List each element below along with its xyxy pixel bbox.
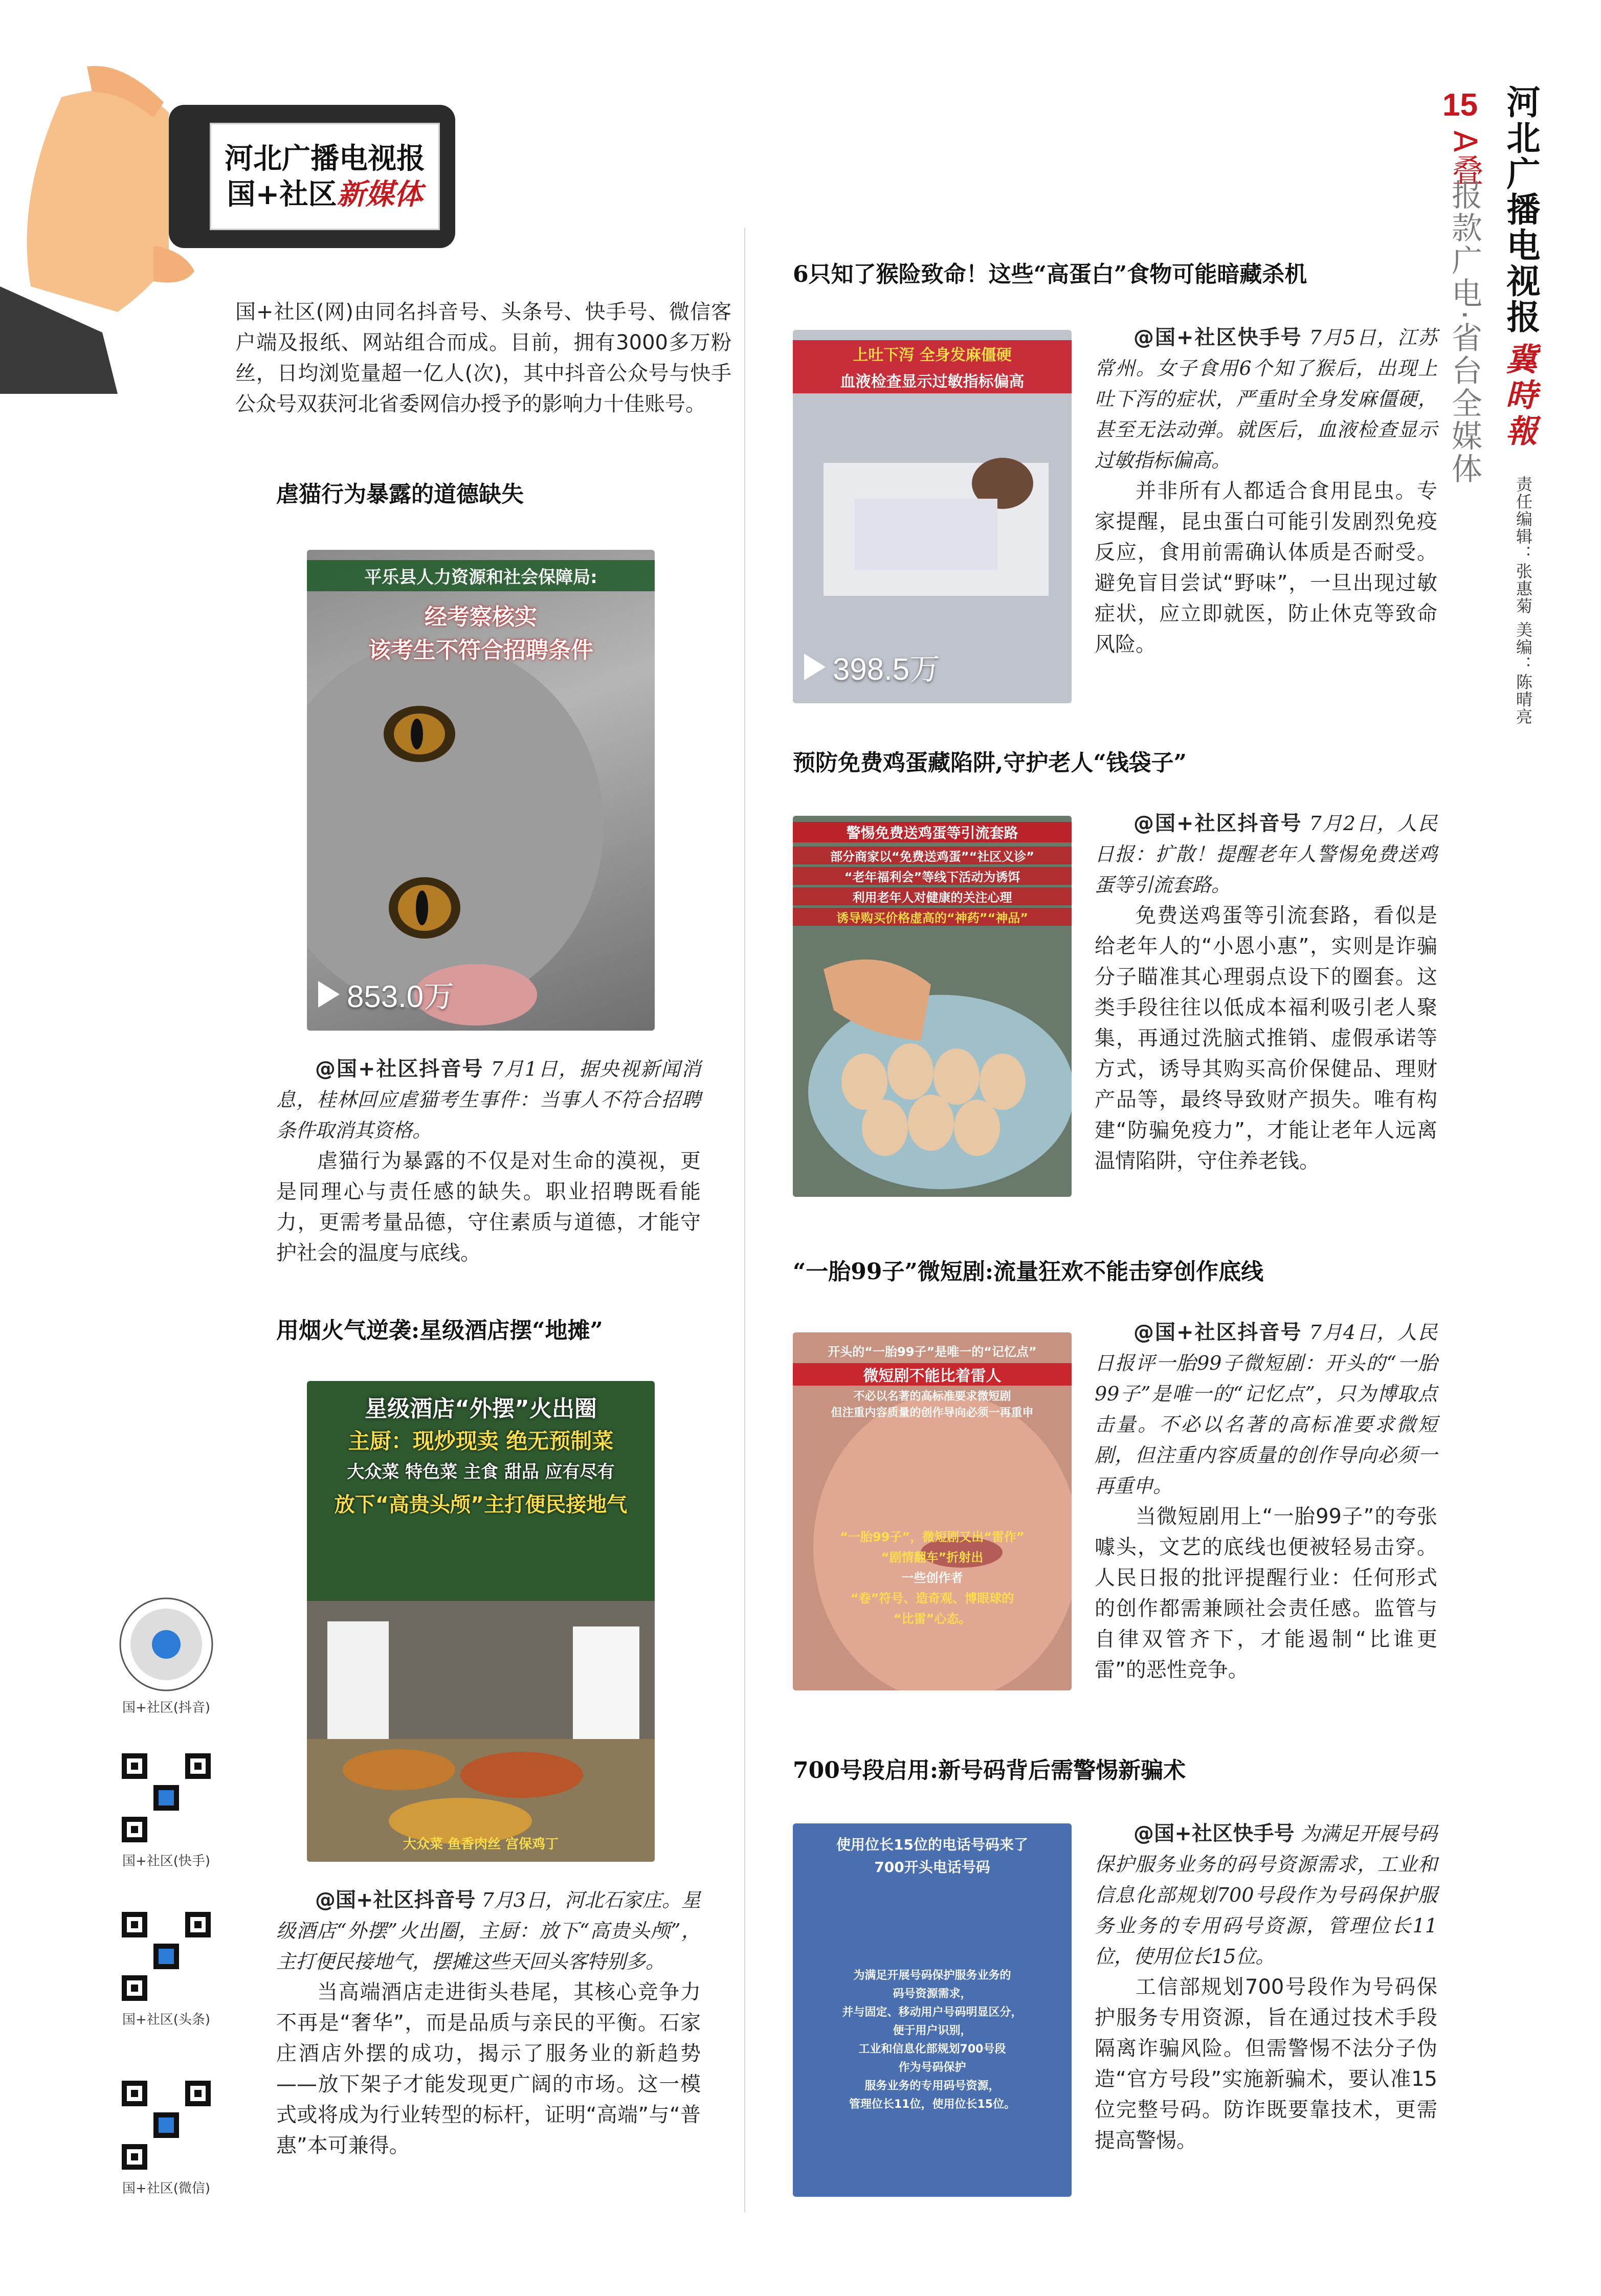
article-1-headline: 虐猫行为暴露的道德缺失 [276,481,524,507]
paper-name: 河北广播电视报 [1501,84,1540,335]
article-4-headline: 预防免费鸡蛋藏陷阱,守护老人“钱袋子” [793,750,1187,776]
phone-sub-brand: 新媒体 [337,177,423,211]
thumb-overlay-line: 血液检查显示过敏指标偏高 [793,367,1072,393]
thumb-overlay-line: 该考生不符合招聘条件 [368,637,593,663]
thumb-overlay-line: 主厨：现炒现卖 绝无预制菜 [348,1429,614,1454]
phone-sub-prefix: 国+社区 [227,177,337,211]
article-3-body: 并非所有人都适合食用昆虫。专家提醒，昆虫蛋白可能引发剧烈免疫反应，食用前需确认体质是否耐受。避免盲目尝试“野味”，一旦出现过敏症状，应立即就医，防止休克等致命风险。 [1095,479,1437,656]
thumb-overlay-line: 上吐下泻 全身发麻僵硬 [793,340,1072,367]
thumb-caption: 大众菜 鱼香肉丝 宫保鸡丁 [403,1837,559,1852]
article-5-text [1095,1317,1437,1685]
article-1-body: 虐猫行为暴露的不仅是对生命的漠视，更是同理心与责任感的缺失。职业招聘既看能力，更需考量品德，守住素质与道德，才能守护社会的温度与底线。 [276,1149,701,1265]
source-account: @国+社区快手号 [1133,326,1302,349]
article-4-text [1095,808,1437,1176]
source-account: @国+社区抖音号 [315,1888,476,1912]
phone-subtitle [227,176,423,212]
lead-text: 7月5日，江苏常州。女子食用6个知了猴后，出现上吐下泻的症状，严重时全身发麻僵硬，甚至无法动弹。就医后，血液检查显示过敏指标偏高。 [1095,326,1438,472]
article-3-video-thumbnail[interactable] [793,330,1072,703]
article-2-video-thumbnail[interactable] [307,1381,655,1862]
article-2-lead [276,1885,701,1977]
baby-face-image [793,1332,1072,1690]
article-3-headline: 6只知了猴险致命！这些“高蛋白”食物可能暗藏杀机 [793,261,1307,287]
thumb-overlay-line: 一些创作者 [901,1571,963,1585]
view-count-value: 853.0万 [347,979,455,1014]
article-5-body: 当微短剧用上“一胎99子”的夸张噱头，文艺的底线也便被轻易击穿。人民日报的批评提醒行业：任何形式的创作都需兼顾社会责任感。监管与自律双管齐下，才能遏制“比谁更雷”的恶性竞争。 [1095,1505,1437,1682]
phone-title: 河北广播电视报 [225,142,425,175]
thumb-overlay-line: 大众菜 特色菜 主食 甜品 应有尽有 [347,1462,615,1482]
source-account: @国+社区抖音号 [1133,1321,1302,1344]
article-4-body: 免费送鸡蛋等引流套路，看似是给老年人的“小恩小惠”，实则是诈骗分子瞄准其心理弱点设下的圈套。这类手段往往以低成本福利吸引老人聚集，再通过洗脑式推销、虚假承诺等方式，诱导其购买高价保健品、理财产品等，最终导致财产损失。唯有构建“防骗免疫力”，才能让老年人远离温情陷阱，守住养老钱。 [1095,904,1437,1173]
view-count-value: 398.5万 [833,652,941,686]
source-account: @国+社区快手号 [1133,1822,1295,1845]
column-divider [744,228,745,2212]
article-4-lead [1095,808,1437,900]
thumb-overlay-line: 平乐县人力资源和社会保障局: [307,560,655,591]
thumb-overlay-line: 开头的“一胎99子”是唯一的“记忆点” [828,1345,1037,1359]
article-3-text [1095,322,1437,660]
thumb-overlay-line: 微短剧不能比着雷人 [793,1363,1072,1386]
lead-text: 7月4日，人民日报评一胎99子微短剧：开头的“一胎99子”是唯一的“记忆点”，只为博取点击量。不必以名著的高标准要求微短剧，但注重内容质量的创作导向必须一再重申。 [1095,1321,1438,1497]
thumb-overlay-line: 作为号码保护 [898,2061,966,2074]
qr-code-kuaishou[interactable] [118,1749,215,1846]
thumb-overlay-line: 星级酒店“外摆”火出圈 [365,1396,597,1422]
article-2-headline: 用烟火气逆袭:星级酒店摆“地摊” [276,1318,603,1344]
thumb-overlay-line: “剧情翻车”折射出 [881,1550,984,1565]
qr-caption: 国+社区(抖音) [122,1700,211,1715]
view-count [804,645,940,689]
source-account: @国+社区抖音号 [315,1057,484,1081]
thumb-overlay-line: 服务业务的专用码号资源， [864,2080,1000,2092]
thumb-overlay-line: “一胎99子”，微短剧又出“雷作” [840,1530,1025,1544]
edition-label: A叠 [1447,130,1484,188]
thumb-overlay-line: “卷”符号、造奇观、博眼球的 [850,1591,1014,1606]
edition-subtitle: 报款广电·省台全媒体 [1447,179,1482,486]
article-6-text [1095,1818,1437,2156]
thumb-overlay-line: “比雷”心态。 [893,1612,971,1626]
thumb-overlay-line: 诱导购买价格虚高的“神药”“神品” [793,908,1072,926]
qr-caption: 国+社区(头条) [122,2012,211,2027]
thumb-overlay-line: 不必以名著的高标准要求微短剧 [853,1390,1011,1403]
article-2-text [276,1885,701,2161]
lead-text: 7月1日，据央视新闻消息，桂林回应虐猫考生事件：当事人不符合招聘条件取消其资格。 [276,1058,701,1142]
editor-credits: 责任编辑：张惠菊 美编：陈晴亮 [1514,476,1533,726]
thumb-overlay-line: “老年福利会”等线下活动为诱饵 [793,867,1072,885]
source-account: @国+社区抖音号 [1133,812,1302,835]
play-icon [804,654,826,680]
thumb-overlay-line: 码号资源需求， [893,1988,972,2000]
thumb-overlay-line: 放下“高贵头颅”主打便民接地气 [334,1493,628,1517]
thumb-overlay-line: 经考察核实 [425,604,537,630]
article-3-lead [1095,322,1437,476]
lead-text: 为满足开展号码保护服务业务的码号资源需求，工业和信息化部规划700号段作为号码保护服务业务的专用码号资源，管理位长11位，使用位长15位。 [1095,1822,1437,1968]
brand-logo: 冀時報 [1500,343,1538,450]
qr-code-douyin[interactable] [118,1596,215,1693]
article-4-video-thumbnail[interactable] [793,816,1072,1197]
page-number: 15 [1442,87,1478,123]
thumb-overlay-line: 便于用户识别， [893,2024,972,2037]
view-count [318,972,454,1016]
article-6-lead [1095,1818,1437,1972]
article-6-body: 工信部规划700号段作为号码保护服务专用资源，旨在通过技术手段隔离诈骗风险。但需警惕不法分子伪造“官方号段”实施新骗术，要认准15位完整号码。防诈既要靠技术，更需提高警惕。 [1095,1975,1437,2152]
thumb-overlay-line: 管理位长11位，使用位长15位。 [849,2098,1016,2111]
lead-text: 7月3日，河北石家庄。星级酒店“外摆”火出圈，主厨：放下“高贵头颅”，主打便民接地气，摆摊这些天回头客特别多。 [276,1889,701,1973]
article-5-headline: “一胎99子”微短剧:流量狂欢不能击穿创作底线 [793,1259,1264,1285]
thumb-overlay-line: 并与固定、移动用户号码明显区分， [842,2006,1022,2019]
article-5-video-thumbnail[interactable] [793,1332,1072,1690]
thumb-overlay-line: 部分商家以“免费送鸡蛋”“社区义诊” [793,846,1072,864]
play-icon [318,981,340,1008]
article-1-text [276,1054,701,1268]
article-6-video-thumbnail[interactable] [793,1823,1072,2197]
phone-screen [210,123,440,230]
intro-paragraph: 国+社区(网)由同名抖音号、头条号、快手号、微信客户端及报纸、网站组合而成。目前，拥有3000多万粉丝，日均浏览量超一亿人(次)，其中抖音公众号与快手公众号双获河北省委网信办授予的影响力十佳账号。 [235,300,731,416]
qr-caption: 国+社区(微信) [122,2181,211,2196]
thumb-overlay-line: 工业和信息化部规划700号段 [858,2043,1006,2056]
thumb-overlay-line: 700开头电话号码 [874,1859,990,1876]
thumb-overlay-line: 利用老年人对健康的关注心理 [793,887,1072,905]
lead-text: 7月2日，人民日报：扩散！提醒老年人警惕免费送鸡蛋等引流套路。 [1095,812,1438,896]
article-5-lead [1095,1317,1437,1501]
qr-code-toutiao[interactable] [118,1908,215,2005]
article-6-headline: 700号段启用:新号码背后需警惕新骗术 [793,1757,1186,1784]
thumb-overlay-line: 使用位长15位的电话号码来了 [836,1836,1028,1853]
article-1-video-thumbnail[interactable] [307,550,655,1031]
article-1-lead [276,1054,701,1146]
qr-code-weixin[interactable] [118,2077,215,2174]
thumb-overlay-line: 为满足开展号码保护服务业务的 [853,1969,1011,1982]
thumb-overlay-line: 但注重内容质量的创作导向必须一再重申 [831,1407,1034,1419]
article-2-body: 当高端酒店走进街头巷尾，其核心竞争力不再是“奢华”，而是品质与亲民的平衡。石家庄酒店外摆的成功，揭示了服务业的新趋势——放下架子才能发现更广阔的市场。这一模式或将成为行业转型的标杆，证明“高端”与“普惠”本可兼得。 [276,1980,701,2157]
qr-caption: 国+社区(快手) [122,1854,211,1869]
thumb-overlay-line: 警惕免费送鸡蛋等引流套路 [793,822,1072,842]
